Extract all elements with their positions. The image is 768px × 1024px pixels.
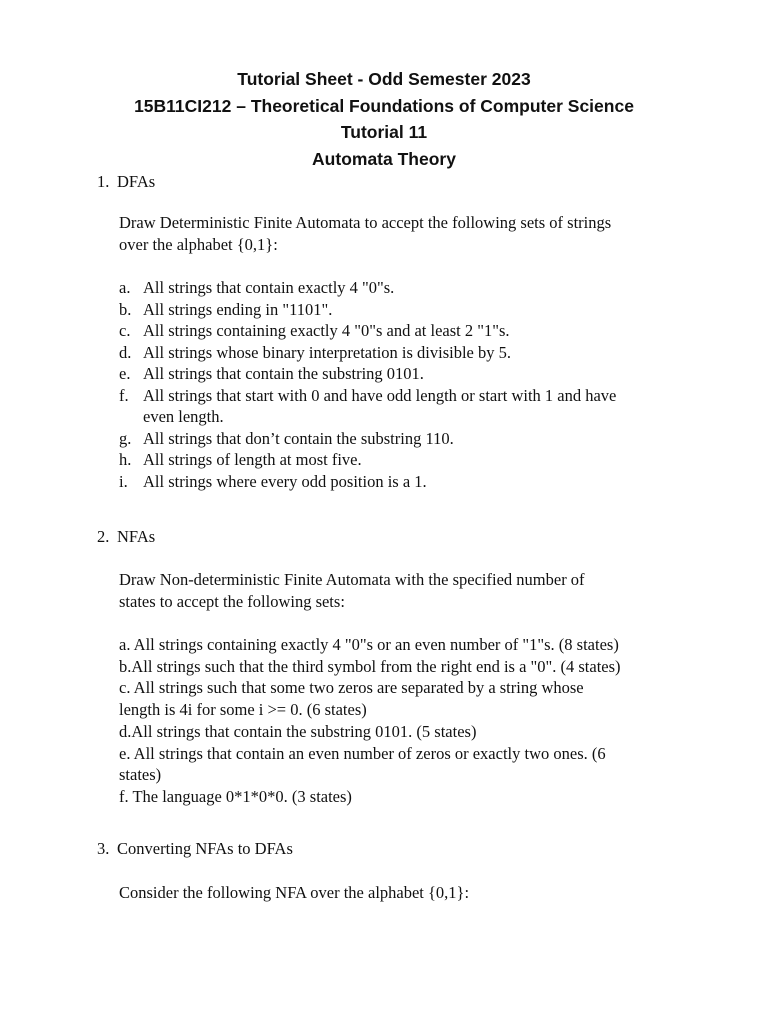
list-item-letter: h.: [119, 450, 132, 469]
section-1-title: DFAs: [117, 172, 156, 191]
section-2-intro-line-1: Draw Non-deterministic Finite Automata with the specified number of: [119, 570, 585, 589]
list-item-text: All strings of length at most five.: [143, 450, 362, 469]
list-item: a. All strings containing exactly 4 "0"s or an even number of "1"s. (8 states): [119, 635, 619, 654]
list-item: b.All strings such that the third symbol from the right end is a "0". (4 states): [119, 656, 621, 676]
list-item: [119, 299, 679, 321]
section-2-heading: [97, 526, 155, 548]
list-item: [119, 320, 679, 342]
document-header: [0, 66, 768, 172]
section-1-list: [119, 277, 679, 492]
list-item-continuation: [119, 406, 679, 428]
list-item-text: All strings that contain exactly 4 "0"s.: [143, 278, 395, 297]
header-tutorial-number: Tutorial 11: [340, 122, 428, 142]
list-item: [119, 342, 679, 364]
list-item-text: All strings containing exactly 4 "0"s and at least 2 "1"s.: [143, 321, 510, 340]
list-item-letter: g.: [119, 428, 132, 448]
section-3-intro: [119, 882, 679, 904]
list-item: [119, 363, 679, 385]
section-1-intro-line-1: Draw Deterministic Finite Automata to accept the following sets of strings: [119, 213, 612, 232]
list-item: [119, 277, 679, 299]
list-item-text: All strings whose binary interpretation is divisible by 5.: [143, 342, 511, 362]
list-item-text: All strings ending in "1101".: [143, 299, 333, 319]
section-2-intro-line-2: states to accept the following sets:: [119, 591, 345, 611]
list-item: e. All strings that contain an even number of zeros or exactly two ones. (6: [119, 743, 606, 763]
section-3-number: 3.: [97, 839, 110, 858]
section-1-intro-line-2: over the alphabet {0,1}:: [119, 234, 278, 254]
list-item-continuation: states): [119, 765, 162, 785]
section-1-intro: [119, 212, 679, 255]
list-item-letter: a.: [119, 278, 131, 297]
header-course: 15B11CI212 – Theoretical Foundations of Computer Science: [134, 95, 634, 116]
section-2-intro: [119, 569, 679, 612]
header-title: Tutorial Sheet - Odd Semester 2023: [237, 69, 531, 89]
section-2-list: [119, 634, 679, 808]
list-item: d.All strings that contain the substring 0101. (5 states): [119, 721, 477, 741]
list-item-letter: e.: [119, 364, 131, 383]
list-item-letter: i.: [119, 471, 128, 491]
list-item-letter: d.: [119, 342, 132, 362]
list-item: f. The language 0*1*0*0. (3 states): [119, 786, 352, 806]
list-item-text: even length.: [143, 407, 224, 426]
list-item: [119, 428, 679, 450]
list-item-text: All strings where every odd position is a 1.: [143, 471, 427, 491]
section-3-intro-line: Consider the following NFA over the alphabet {0,1}:: [119, 883, 470, 902]
list-item-letter: f.: [119, 385, 129, 405]
list-item-letter: c.: [119, 321, 131, 340]
section-1-heading: [97, 171, 155, 193]
section-2-title: NFAs: [117, 527, 156, 546]
list-item: [119, 385, 679, 407]
header-topic: Automata Theory: [312, 148, 456, 169]
list-item-text: All strings that start with 0 and have odd length or start with 1 and have: [143, 385, 617, 405]
section-3-title: Converting NFAs to DFAs: [117, 839, 293, 858]
list-item: c. All strings such that some two zeros are separated by a string whose: [119, 678, 584, 698]
list-item-text: All strings that don’t contain the substring 110.: [143, 428, 454, 448]
section-3-heading: [97, 838, 293, 860]
section-1-number: 1.: [97, 172, 110, 191]
section-2-number: 2.: [97, 527, 110, 546]
list-item: [119, 471, 679, 493]
list-item-continuation: length is 4i for some i >= 0. (6 states): [119, 700, 367, 720]
list-item-text: All strings that contain the substring 0101.: [143, 364, 424, 383]
list-item: [119, 449, 679, 471]
list-item-letter: b.: [119, 299, 132, 319]
